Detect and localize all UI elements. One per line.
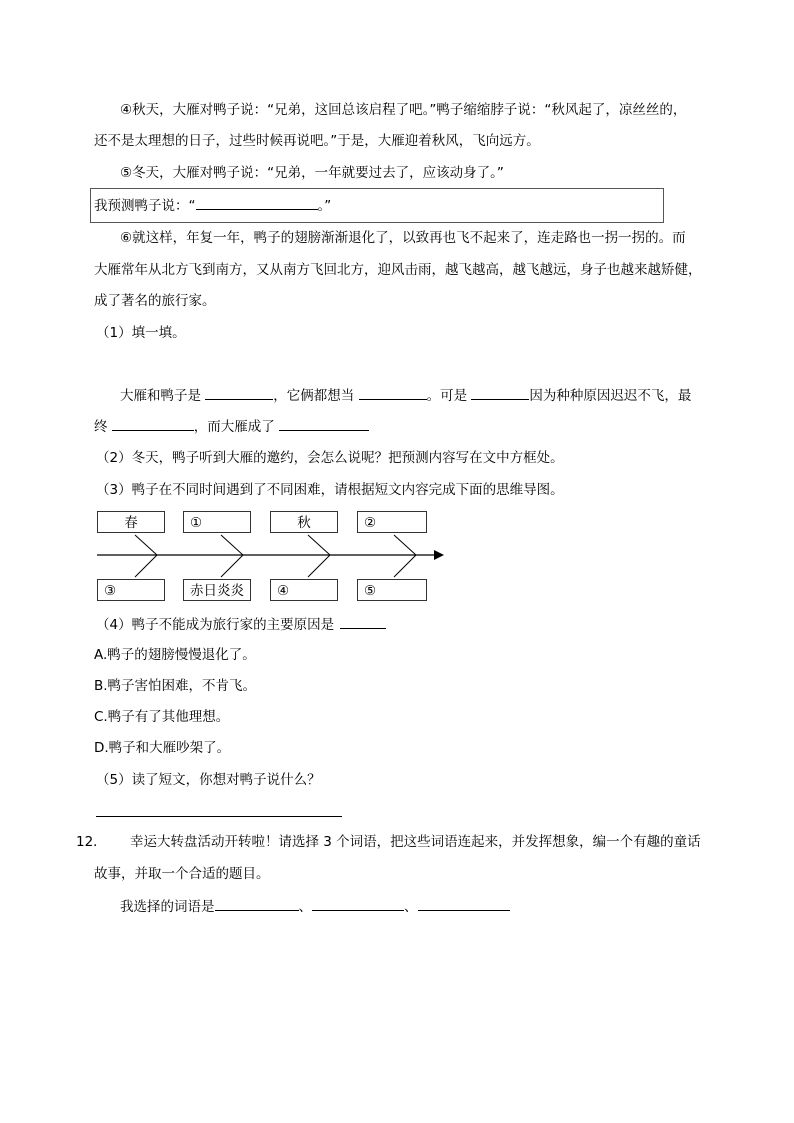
question-1-line-2	[94, 416, 369, 437]
prediction-line	[94, 195, 331, 216]
mindmap-top-blank-1[interactable]: ①	[183, 511, 251, 533]
question-1-label: （1）填一填。	[96, 325, 186, 341]
q1-text-1: 大雁和鸭子是	[120, 388, 201, 404]
q1-blank-3[interactable]	[471, 385, 529, 400]
mindmap-bottom-blank-4[interactable]: ④	[270, 579, 338, 601]
option-d[interactable]: D.鸭子和大雁吵架了。	[94, 740, 231, 756]
question-4-text: （4）鸭子不能成为旅行家的主要原因是	[96, 617, 335, 633]
question-2-label: （2）冬天，鸭子听到大雁的邀约，会怎么说呢？把预测内容写在文中方框处。	[96, 450, 564, 466]
mindmap-bottom-blank-5[interactable]: ⑤	[357, 579, 427, 601]
paragraph-5: ⑤冬天，大雁对鸭子说：“兄弟，一年就要过去了，应该动身了。”	[120, 165, 504, 181]
prediction-prefix: 我预测鸭子说：“	[94, 198, 196, 214]
word-blank-1[interactable]	[215, 896, 299, 911]
paragraph-6-line-1: ⑥就这样，年复一年，鸭子的翅膀渐渐退化了，以致再也飞不起来了，连走路也一拐一拐的。而	[120, 230, 686, 246]
question-4-blank[interactable]	[340, 614, 386, 629]
mindmap-top-blank-2[interactable]: ②	[357, 511, 427, 533]
q1-blank-1[interactable]	[205, 385, 273, 400]
question-1-line-1	[120, 385, 691, 406]
paragraph-6-line-3: 成了著名的旅行家。	[94, 293, 216, 309]
word-sep-1: 、	[298, 899, 312, 915]
paragraph-4-line-1: ④秋天，大雁对鸭子说：“兄弟，这回总该启程了吧。”鸭子缩缩脖子说：“秋风起了，凉丝丝的，	[120, 102, 687, 118]
question-3-label: （3）鸭子在不同时间遇到了不同困难，请根据短文内容完成下面的思维导图。	[96, 482, 564, 498]
mindmap-bottom-blank-3[interactable]: ③	[97, 579, 165, 601]
prediction-blank[interactable]	[196, 195, 318, 210]
question-5-answer-line[interactable]	[96, 816, 342, 817]
prediction-suffix: 。”	[317, 198, 332, 214]
question-4-label	[96, 614, 386, 635]
option-b[interactable]: B.鸭子害怕困难，不肯飞。	[94, 678, 257, 694]
option-c[interactable]: C.鸭子有了其他理想。	[94, 709, 230, 725]
word-sep-2: 、	[404, 899, 418, 915]
q1-text-3: 。可是	[426, 388, 468, 404]
q1-text-5: 终	[94, 419, 108, 435]
q1-text-6: ，而大雁成了	[193, 419, 275, 435]
q1-blank-5[interactable]	[279, 416, 369, 431]
question-12-line-2: 故事，并取一个合适的题目。	[94, 866, 270, 882]
paragraph-4-line-2: 还不是太理想的日子，过些时候再说吧。”于是，大雁迎着秋风，飞向远方。	[94, 133, 540, 149]
q1-text-2: ，它俩都想当	[273, 388, 355, 404]
paragraph-6-line-2: 大雁常年从北方飞到南方，又从南方飞回北方，迎风击雨，越飞越高，越飞越远，身子也越来越矫健，	[94, 262, 702, 278]
question-12-line-1: 幸运大转盘活动开转啦！请选择 3 个词语，把这些词语连起来，并发挥想象，编一个有趣的童话	[130, 834, 701, 850]
option-a[interactable]: A.鸭子的翅膀慢慢退化了。	[94, 647, 256, 663]
word-blank-2[interactable]	[312, 896, 404, 911]
mindmap-bottom-summer: 赤日炎炎	[183, 579, 251, 601]
question-5-label: （5）读了短文，你想对鸭子说什么？	[96, 772, 321, 788]
word-blank-3[interactable]	[418, 896, 510, 911]
mindmap-top-autumn: 秋	[270, 511, 338, 533]
words-prefix: 我选择的词语是	[120, 899, 215, 915]
q1-blank-2[interactable]	[359, 385, 427, 400]
mindmap-top-spring: 春	[97, 511, 165, 533]
q1-blank-4[interactable]	[112, 416, 194, 431]
question-12-words-line	[120, 896, 510, 917]
question-12-number: 12．	[76, 834, 107, 850]
q1-text-4: 因为种种原因迟迟不飞，最	[529, 388, 692, 404]
